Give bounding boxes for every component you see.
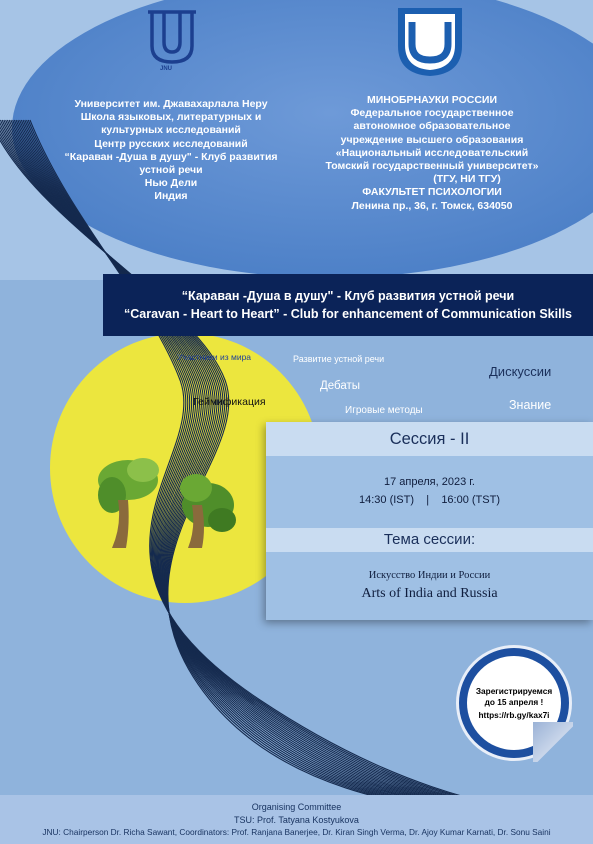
theme-label: Тема сессии: [383, 531, 476, 548]
keyword-debates: Дебаты [320, 380, 361, 392]
keyword-discussions: Дискуссии [489, 364, 552, 379]
keyword-gamification: Геймификация [193, 396, 266, 408]
tsu-line: (ТГУ, НИ ТГУ) [433, 173, 501, 186]
jnu-line: Центр русских исследований [94, 137, 248, 150]
footer-jnu: JNU: Chairperson Dr. Richa Sawant, Coordinators: Prof. Ranjana Banerjee, Dr. Kiran Singh Verma, Dr. Ajoy Kumar Karnati, Dr. Sonu Saini [42, 827, 551, 837]
session-date: 17 апреля, 2023 г. [384, 476, 475, 488]
register-line2: до 15 апреля ! [484, 696, 544, 707]
page-curl [533, 722, 573, 762]
jnu-line: Нью Дели [144, 177, 198, 190]
tsu-line: ФАКУЛЬТЕТ ПСИХОЛОГИИ [362, 186, 502, 199]
footer-title: Organising Committee [251, 802, 342, 812]
tsu-line: «Национальный исследовательский [335, 146, 529, 159]
jnu-address [56, 98, 286, 204]
keyword-participants: Участники из мира [177, 352, 252, 362]
tsu-line: Ленина пр., 36, г. Томск, 634050 [351, 199, 513, 212]
jnu-line: Индия [154, 190, 188, 203]
keyword-knowledge: Знание [509, 398, 552, 412]
register-line1: Зарегистрируемся [475, 685, 553, 696]
tsu-logo [398, 8, 462, 76]
tsu-line: учреждение высшего образования [340, 133, 524, 146]
session-panel [266, 422, 593, 620]
keyword-game-methods: Игровые методы [345, 405, 423, 416]
tsu-line: Федеральное государственное [350, 107, 514, 120]
session-time: 14:30 (IST) | 16:00 (TST) [358, 494, 500, 506]
tsu-line: автономное образовательное [353, 120, 511, 133]
keyword-speech: Развитие устной речи [293, 354, 385, 364]
jnu-logo-caption: JNU [160, 66, 173, 72]
banner-title-en: “Caravan - Heart to Heart” - Club for enhancement of Communication Skills [124, 307, 572, 321]
tsu-line: МИНОБРНАУКИ РОССИИ [366, 94, 498, 106]
theme-en: Arts of India and Russia [361, 586, 498, 601]
jnu-line: “Караван -Душа в душу" - Клуб развития [64, 150, 278, 163]
register-badge[interactable] [456, 645, 572, 761]
jnu-line: Школа языковых, литературных и [80, 111, 262, 124]
jnu-line: устной речи [139, 164, 203, 177]
club-banner [103, 274, 593, 336]
organising-committee [0, 795, 593, 844]
footer-tsu: TSU: Prof. Tatyana Kostyukova [234, 814, 359, 825]
tsu-address [310, 94, 554, 213]
jnu-line: Университет им. Джавахарлала Неру [74, 98, 268, 110]
theme-ru: Искусство Индии и России [368, 570, 491, 581]
banner-title-ru: “Караван -Душа в душу" - Клуб развития устной речи [181, 289, 515, 303]
register-link[interactable]: https://rb.gy/kax7i [478, 709, 550, 720]
session-title: Сессия - II [389, 430, 470, 448]
jnu-line: культурных исследований [101, 124, 241, 137]
tsu-line: Томский государственный университет» [325, 160, 539, 173]
